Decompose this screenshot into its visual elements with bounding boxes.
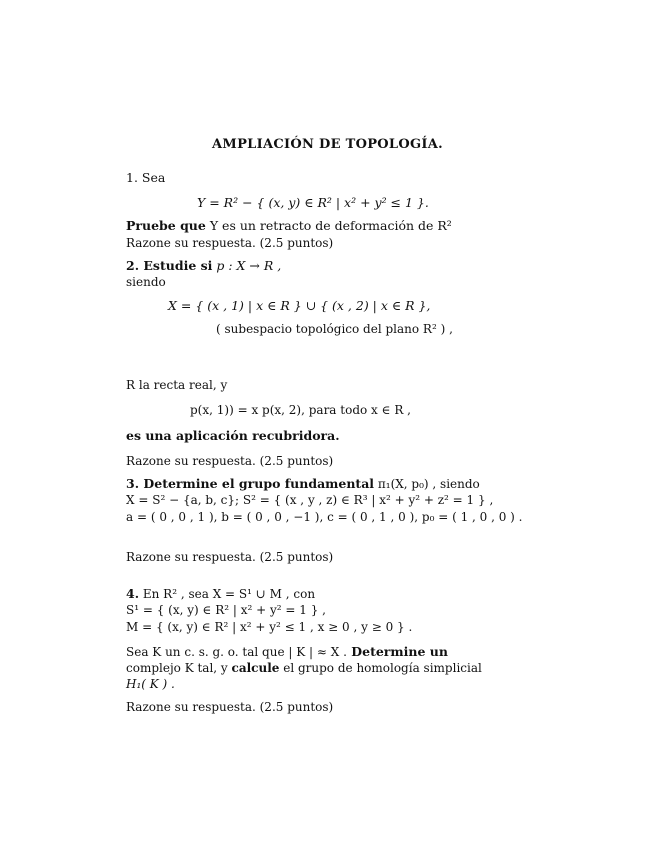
problem-3-line-1: X = S² − {a, b, c}; S² = { (x , y , z) ∈ R³ | x² + y² + z² = 1 } , <box>126 493 494 507</box>
problem-4-line-4-c: el grupo de homología simplicial <box>279 661 482 675</box>
problem-2-formula: X = { (x , 1) | x ∈ R } ∪ { (x , 2) | x ∈ R }, <box>168 298 431 313</box>
problem-4-line-4 <box>126 661 482 676</box>
problem-4-line-4-a: complejo K tal, y <box>126 661 232 675</box>
problem-2-real-line: R la recta real, y <box>126 378 228 392</box>
problem-4-lead-math: En R² , sea X = S¹ ∪ M , con <box>139 587 316 601</box>
problem-2-lead-bold: 2. Estudie si <box>126 258 213 273</box>
problem-2-points: Razone su respuesta. (2.5 puntos) <box>126 454 334 468</box>
problem-3-lead-bold: 3. Determine el grupo fundamental <box>126 476 375 491</box>
problem-4-lead <box>126 586 315 602</box>
problem-4-determine: Determine un <box>346 644 448 659</box>
problem-3-lead-math: π₁(X, p₀) , siendo <box>374 477 480 491</box>
problem-4-line-1: S¹ = { (x, y) ∈ R² | x² + y² = 1 } , <box>126 603 326 617</box>
problem-2-siendo: siendo <box>126 275 166 289</box>
problem-2-lead <box>126 258 281 273</box>
problem-1-task-text: Y es un retracto de deformación de R² <box>205 218 452 233</box>
problem-2-map: p(x, 1)) = x p(x, 2), para todo x ∈ R , <box>190 403 411 417</box>
problem-2-conclusion: es una aplicación recubridora. <box>126 428 340 443</box>
problem-1-task-bold: Pruebe que <box>126 218 206 233</box>
problem-1-intro <box>126 170 165 185</box>
problem-3-lead <box>126 476 480 492</box>
problem-4-line-3 <box>126 644 448 660</box>
problem-4-line-2: M = { (x, y) ∈ R² | x² + y² ≤ 1 , x ≥ 0 , y ≥ 0 } . <box>126 620 413 634</box>
problem-4-points: Razone su respuesta. (2.5 puntos) <box>126 700 334 714</box>
problem-2-lead-math: p : X → R , <box>212 258 282 273</box>
problem-3-points: Razone su respuesta. (2.5 puntos) <box>126 550 334 564</box>
problem-1-intro-text: Sea <box>141 170 166 185</box>
problem-1-formula: Y = R² − { (x, y) ∈ R² | x² + y² ≤ 1 }. <box>197 195 429 210</box>
problem-1-task <box>126 218 452 233</box>
problem-3-line-2: a = ( 0 , 0 , 1 ), b = ( 0 , 0 , −1 ), c = ( 0 , 1 , 0 ), p₀ = ( 1 , 0 , 0 ) . <box>126 510 523 524</box>
page-title: AMPLIACIÓN DE TOPOLOGÍA. <box>212 137 443 152</box>
problem-4-line-3-text: Sea K un c. s. g. o. tal que | K | ≈ X . <box>126 645 347 659</box>
problem-1-points: Razone su respuesta. (2.5 puntos) <box>126 236 334 250</box>
problem-4-lead-bold: 4. <box>126 586 140 601</box>
problem-1-number: 1. <box>126 170 138 185</box>
problem-2-subspace: ( subespacio topológico del plano R² ) , <box>216 322 453 336</box>
problem-4-line-5: H₁( K ) . <box>126 677 175 691</box>
problem-4-calculate: calcule <box>231 661 280 675</box>
